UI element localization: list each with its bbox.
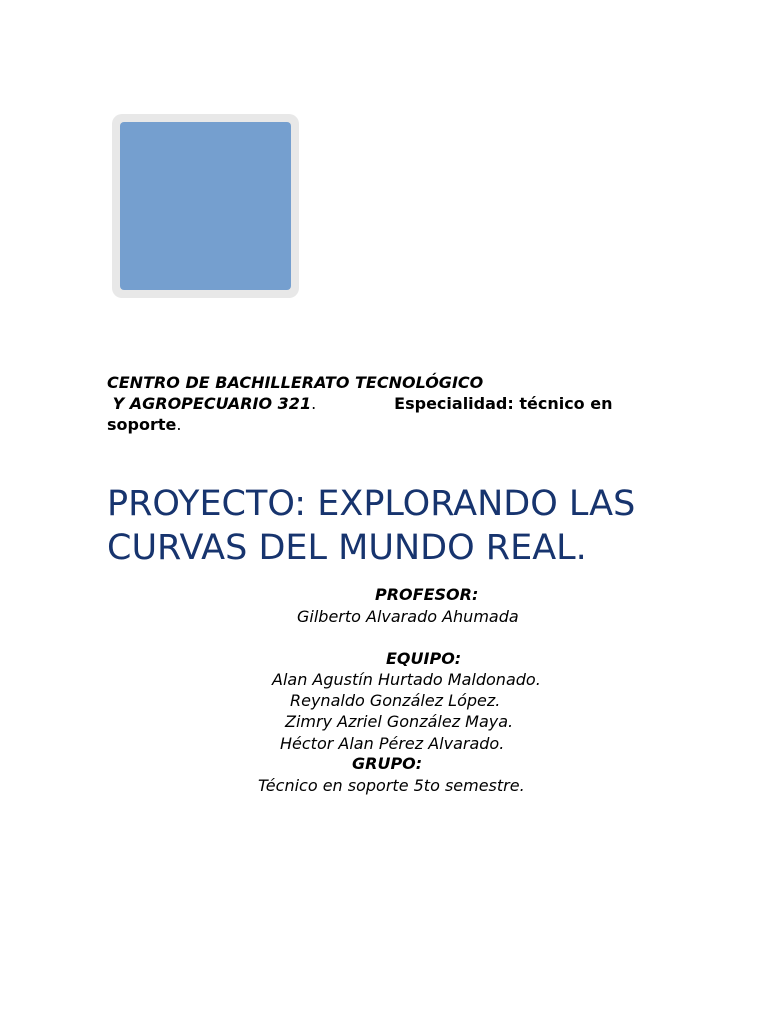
school-name-period: . bbox=[311, 394, 317, 413]
team-member: Alan Agustín Hurtado Maldonado. bbox=[272, 670, 541, 689]
school-name-line2-text: Y AGROPECUARIO 321 bbox=[112, 394, 312, 413]
team-member: Reynaldo González López. bbox=[290, 691, 501, 710]
school-name-line2 bbox=[107, 393, 707, 414]
project-title-line2: CURVAS DEL MUNDO REAL. bbox=[107, 528, 587, 568]
specialty-continuation bbox=[107, 414, 707, 435]
project-title-line1: PROYECTO: EXPLORANDO LAS bbox=[107, 484, 636, 524]
group-label: GRUPO: bbox=[352, 754, 423, 773]
team-member: Zimry Azriel González Maya. bbox=[285, 712, 514, 731]
professor-name: Gilberto Alvarado Ahumada bbox=[297, 607, 519, 626]
specialty-continuation-text: soporte bbox=[107, 415, 177, 434]
school-logo-frame bbox=[112, 114, 299, 298]
specialty-period: . bbox=[176, 415, 182, 434]
school-logo bbox=[120, 122, 291, 290]
professor-label: PROFESOR: bbox=[375, 585, 479, 604]
team-member: Héctor Alan Pérez Alvarado. bbox=[280, 734, 505, 753]
specialty-text: Especialidad: técnico en bbox=[394, 394, 613, 413]
school-name-line1 bbox=[107, 372, 707, 393]
school-name-line1-text: CENTRO DE BACHILLERATO TECNOLÓGICO bbox=[107, 373, 484, 392]
group-value: Técnico en soporte 5to semestre. bbox=[258, 776, 525, 795]
school-header bbox=[107, 372, 707, 435]
team-label: EQUIPO: bbox=[386, 649, 462, 668]
project-title bbox=[107, 482, 707, 570]
